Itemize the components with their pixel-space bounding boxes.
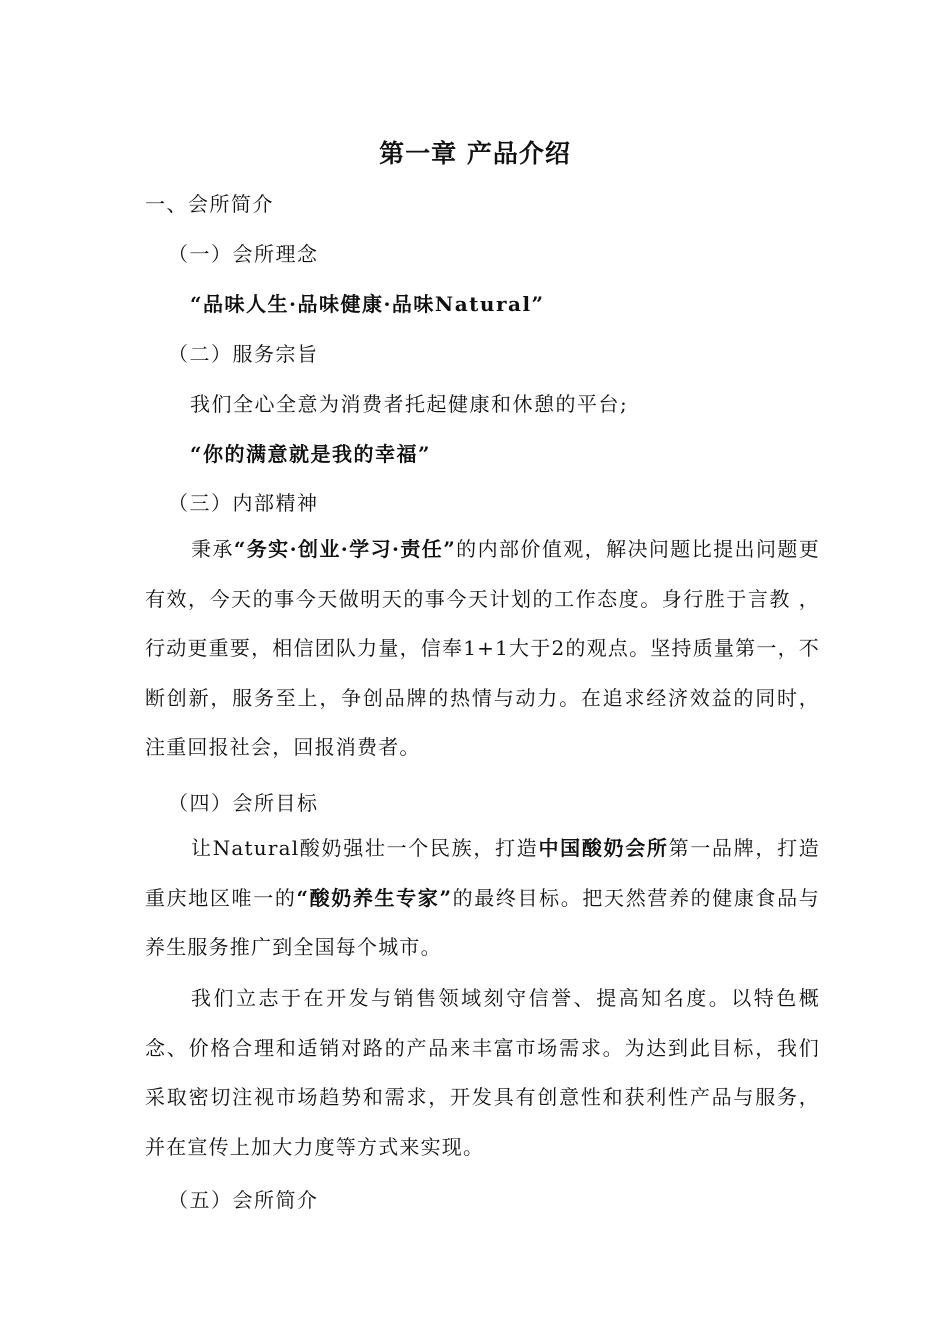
section-heading-intro: 一、会所简介 <box>145 192 274 216</box>
chapter-title: 第一章 产品介绍 <box>379 139 571 168</box>
spirit-text-post: 的内部价值观，解决问题比提出问题更有效，今天的事今天做明天的事今天计划的工作态度。身行胜于言教 ，行动更重要，相信团队力量，信奉1+1大于2的观点。坚持质量第一，不断创新，服务至上，争创品牌的热情与动力。在追求经济效益的同时，注重回报社会，回报消费者。 <box>145 537 821 759</box>
goal-text-3: 的最终目标。把天然营养的健康食品与养生服务推广到全国每个城市。 <box>145 885 821 959</box>
service-statement: 我们全心全意为消费者托起健康和休憩的平台; <box>190 392 629 416</box>
subheading-philosophy: （一）会所理念 <box>168 242 319 266</box>
spirit-values: “务实·创业·学习·责任” <box>233 537 456 561</box>
goal-text-1: 让Natural酸奶强壮一个民族，打造 <box>191 836 539 860</box>
subheading-goal: （四）会所目标 <box>168 791 319 815</box>
slogan-philosophy: “品味人生·品味健康·品味Natural” <box>190 292 545 316</box>
goal-text-2: 第一品牌，打造重庆地区唯一的 <box>145 836 820 910</box>
spirit-text-pre: 秉承 <box>191 537 234 561</box>
subheading-club-intro: （五）会所简介 <box>168 1188 319 1212</box>
goal-paragraph-2: 我们立志于在开发与销售领域刻守信誉、提高知名度。以特色概念、价格合理和适销对路的产品来丰富市场需求。为达到此目标，我们采取密切注视市场趋势和需求，开发具有创意性和获利性产品与服务，并在宣传上加大力度等方式来实现。 <box>145 986 820 1159</box>
goal-expert: “酸奶养生专家” <box>296 885 453 910</box>
subheading-service: （二）服务宗旨 <box>168 342 319 366</box>
slogan-service: “你的满意就是我的幸福” <box>190 442 432 466</box>
goal-paragraph <box>145 824 820 973</box>
goal-brand: 中国酸奶会所 <box>538 836 669 860</box>
subheading-spirit: （三）内部精神 <box>168 491 319 515</box>
spirit-paragraph <box>145 525 820 773</box>
